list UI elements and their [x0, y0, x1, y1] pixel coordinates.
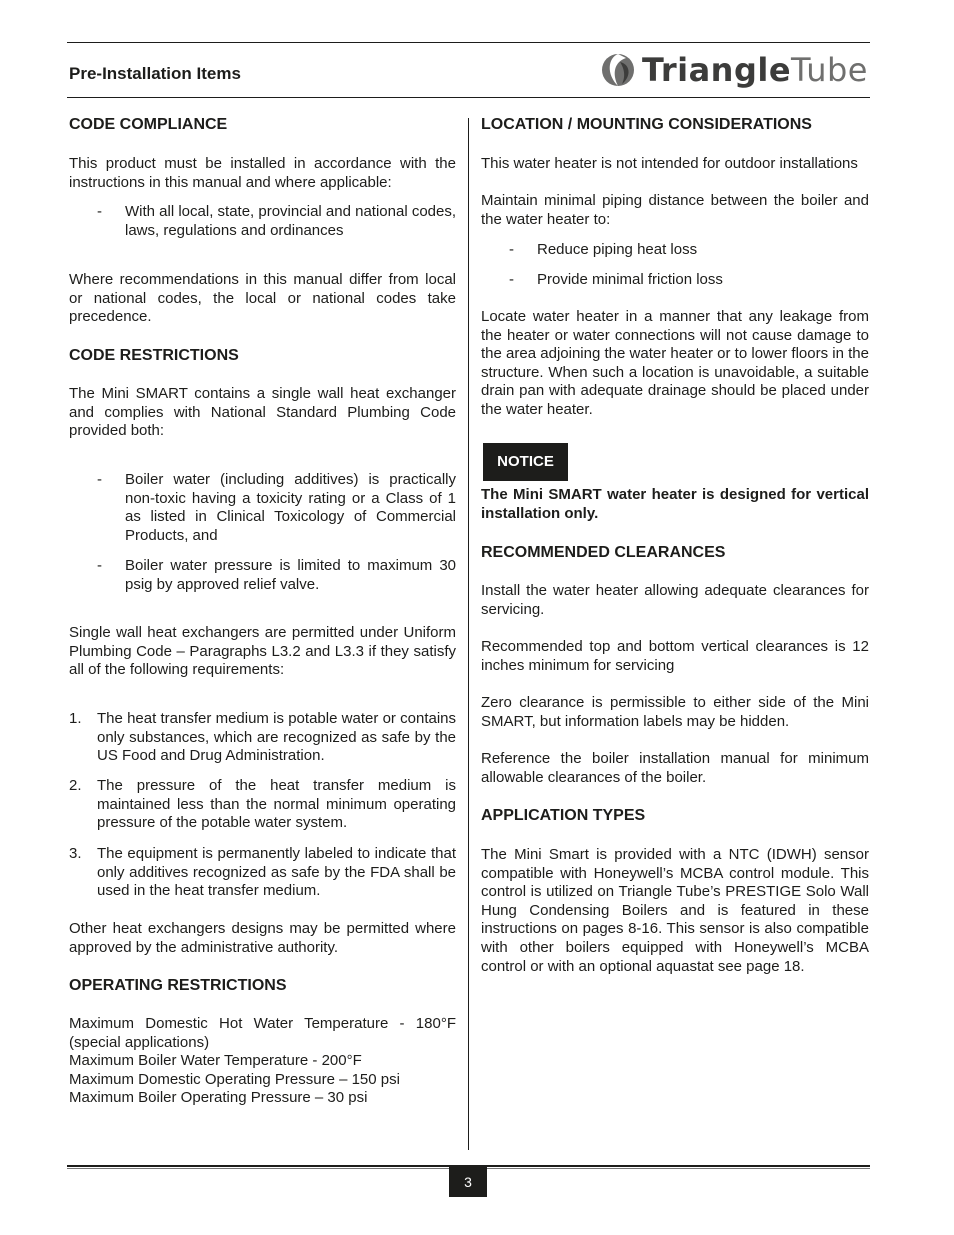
clearances-p1: Install the water heater allowing adequate clearances for servicing. [481, 582, 869, 618]
application-p1: The Mini Smart is provided with a NTC (IDWH) sensor compatible with Honeywell’s MCBA control module. This control is utilized on Triangle Tube’s PRESTIGE Solo Wall Hung Condensing Boilers and is featured in these instructions on pages 8-16. This sensor is also compatible with other boilers equipped with Honeywell’s MCBA control or with an optional aquastat see page 18. [481, 846, 869, 975]
list-item: - Boiler water pressure is limited to maximum 30 psig by approved relief valve. [97, 557, 456, 593]
list-item: - Boiler water (including additives) is practically non-toxic having a toxicity rating or a Class of 1 as listed in Clinical Toxicology of Commercial Products, and [97, 471, 456, 544]
numbered-item-text: The pressure of the heat transfer medium is maintained less than the normal minimum operating pressure of the potable water system. [97, 777, 456, 832]
location-heading: LOCATION / MOUNTING CONSIDERATIONS [481, 116, 812, 133]
code-compliance-heading: CODE COMPLIANCE [69, 116, 228, 133]
operating-restrictions-heading: OPERATING RESTRICTIONS [69, 977, 287, 994]
operating-line: Maximum Domestic Hot Water Temperature - 180°F (special applications) [69, 1015, 456, 1051]
list-item-text: With all local, state, provincial and national codes, laws, regulations and ordinances [125, 203, 457, 239]
column-divider [468, 118, 469, 1150]
numbered-item-text: The equipment is permanently labeled to indicate that only additives recognized as safe by the FDA shall be used in the heat transfer medium. [97, 845, 456, 900]
code-restrictions-heading: CODE RESTRICTIONS [69, 347, 239, 364]
section-title: Pre-Installation Items [69, 64, 241, 83]
operating-line: Maximum Boiler Operating Pressure – 30 psi [69, 1089, 368, 1107]
location-p3: Locate water heater in a manner that any leakage from the heater or water connections will not cause damage to the area adjoining the water heater or to lower floors in the structure. When such a location is unavoidable, a suitable drain pan with adequate drainage should be placed under the water heater. [481, 308, 869, 418]
logo-wordmark [642, 51, 868, 89]
location-p1: This water heater is not intended for outdoor installations [481, 155, 858, 172]
page-number: 3 [449, 1167, 487, 1197]
triangle-tube-logo-icon [600, 52, 636, 88]
clearances-p2: Recommended top and bottom vertical clearances is 12 inches minimum for servicing [481, 638, 869, 674]
notice-badge: NOTICE [483, 443, 568, 481]
clearances-p4: Reference the boiler installation manual for minimum allowable clearances of the boiler. [481, 750, 869, 786]
operating-line: Maximum Boiler Water Temperature - 200°F [69, 1052, 362, 1070]
header-rule [67, 97, 870, 98]
top-rule [67, 42, 870, 43]
list-item-text: Provide minimal friction loss [537, 271, 723, 288]
numbered-item: 3. The equipment is permanently labeled to indicate that only additives recognized as safe by the FDA shall be used in the heat transfer medium. [69, 845, 456, 900]
clearances-heading: RECOMMENDED CLEARANCES [481, 544, 726, 561]
list-item-text: Reduce piping heat loss [537, 241, 698, 258]
list-item: - Reduce piping heat loss [481, 241, 869, 260]
code-restrictions-outro: Other heat exchangers designs may be permitted where approved by the administrative authority. [69, 920, 456, 956]
list-item-text: Boiler water (including additives) is practically non-toxic having a toxicity rating or a Class of 1 as listed in Clinical Toxicology of Commercial Products, and [125, 471, 456, 544]
code-compliance-outro: Where recommendations in this manual differ from local or national codes, the local or national codes take precedence. [69, 271, 456, 326]
numbered-item-text: The heat transfer medium is potable water or contains only substances, which are recognized as safe by the US Food and Drug Administration. [97, 710, 456, 765]
list-item: - Provide minimal friction loss [481, 271, 869, 290]
notice-text: The Mini SMART water heater is designed for vertical installation only. [481, 486, 869, 522]
numbered-item: 1. The heat transfer medium is potable water or contains only substances, which are recognized as safe by the US Food and Drug Administration. [69, 710, 456, 765]
code-compliance-intro: This product must be installed in accordance with the instructions in this manual and where applicable: [69, 155, 456, 191]
list-item-text: Boiler water pressure is limited to maximum 30 psig by approved relief valve. [125, 557, 456, 593]
operating-line: Maximum Domestic Operating Pressure – 150 psi [69, 1070, 400, 1088]
location-p2: Maintain minimal piping distance between the boiler and the water heater to: [481, 192, 869, 228]
brand-logo [600, 50, 866, 90]
code-restrictions-intro: The Mini SMART contains a single wall heat exchanger and complies with National Standard Plumbing Code provided both: [69, 385, 456, 440]
logo-text-bold: Triangle [642, 51, 792, 89]
logo-text-light: Tube [791, 51, 868, 89]
list-item: - With all local, state, provincial and national codes, laws, regulations and ordinances [97, 203, 457, 239]
numbered-item: 2. The pressure of the heat transfer medium is maintained less than the normal minimum operating pressure of the potable water system. [69, 777, 456, 832]
clearances-p3: Zero clearance is permissible to either side of the Mini SMART, but information labels may be hidden. [481, 694, 869, 730]
application-heading: APPLICATION TYPES [481, 807, 646, 824]
code-restrictions-para: Single wall heat exchangers are permitted under Uniform Plumbing Code – Paragraphs L3.2 and L3.3 if they satisfy all of the following requirements: [69, 624, 456, 679]
operating-restrictions-lines [69, 1015, 456, 1108]
